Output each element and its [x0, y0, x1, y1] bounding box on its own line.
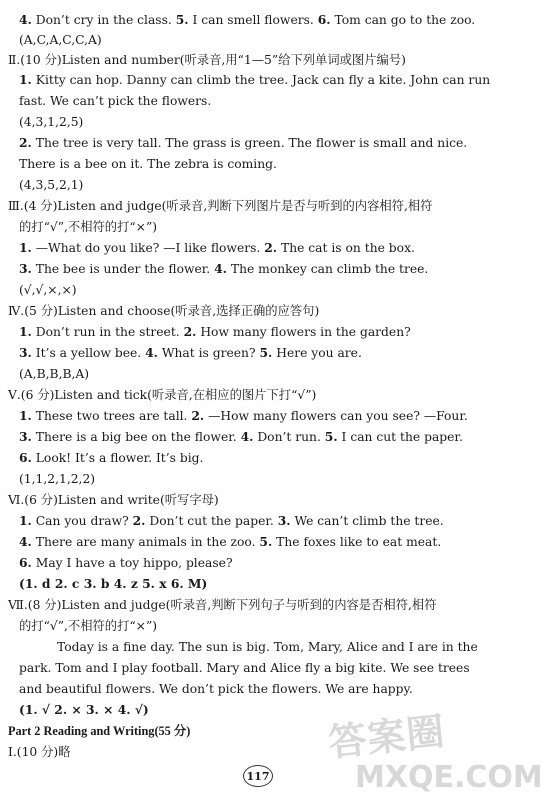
script-line: 4. There are many animals in the zoo. 5. The foxes like to eat meat.: [19, 534, 442, 549]
section-heading: Ⅴ.(6 分)Listen and tick(听录音,在相应的图片下打“√”): [8, 388, 317, 402]
section-heading: Ⅵ.(6 分)Listen and write(听写字母): [8, 493, 219, 507]
section-heading: Ⅳ.(5 分)Listen and choose(听录音,选择正确的应答句): [8, 304, 320, 318]
passage-line: park. Tom and I play football. Mary and Alice fly a big kite. We see trees: [19, 661, 470, 675]
section-heading: Ⅶ.(8 分)Listen and judge(听录音,判断下列句子与听到的内容是否相符,相符: [8, 598, 437, 612]
answer-line: (1. √ 2. × 3. × 4. √): [19, 702, 149, 717]
section-heading: Ⅰ.(10 分)略: [8, 745, 71, 759]
script-line: 1. Don’t run in the street. 2. How many flowers in the garden?: [19, 324, 411, 339]
answer-line: (A,C,A,C,C,A): [19, 33, 102, 47]
answer-line: (1. d 2. c 3. b 4. z 5. x 6. M): [19, 576, 208, 591]
script-line: 2. The tree is very tall. The grass is green. The flower is small and nice.: [19, 135, 468, 150]
page-number: 117: [243, 765, 273, 787]
watermark-url: MXQE.COM: [355, 760, 543, 795]
answer-line: (A,B,B,B,A): [19, 367, 90, 381]
section-heading-cont: 的打“√”,不相符的打“×”): [19, 619, 158, 633]
script-line: 1. Can you draw? 2. Don’t cut the paper. 3. We can’t climb the tree.: [19, 513, 444, 528]
answer-line: (√,√,×,×): [19, 283, 77, 297]
script-line: 6. Look! It’s a flower. It’s big.: [19, 450, 204, 465]
script-line: 3. The bee is under the flower. 4. The monkey can climb the tree.: [19, 261, 429, 276]
script-line: fast. We can’t pick the flowers.: [19, 94, 212, 108]
passage-line: Today is a fine day. The sun is big. Tom, Mary, Alice and I are in the: [57, 640, 478, 654]
script-line: 1. —What do you like? —I like flowers. 2. The cat is on the box.: [19, 240, 415, 255]
script-line: 3. It’s a yellow bee. 4. What is green? 5. Here you are.: [19, 345, 362, 360]
script-line: There is a bee on it. The zebra is coming.: [19, 157, 277, 171]
section-heading-cont: 的打“√”,不相符的打“×”): [19, 220, 158, 234]
line-1: 4. Don’t cry in the class. 5. I can smell flowers. 6. Tom can go to the zoo.: [19, 12, 476, 27]
answer-line: (4,3,1,2,5): [19, 115, 84, 129]
script-line: 6. May I have a toy hippo, please?: [19, 555, 233, 570]
section-heading: Ⅱ.(10 分)Listen and number(听录音,用“1—5”给下列单词或图片编号): [8, 53, 406, 67]
answer-line: (4,3,5,2,1): [19, 178, 84, 192]
answer-line: (1,1,2,1,2,2): [19, 472, 96, 486]
section-heading: Ⅲ.(4 分)Listen and judge(听录音,判断下列图片是否与听到的内容相符,相符: [8, 199, 433, 213]
watermark-logo: 答案圈: [326, 708, 448, 765]
script-line: 3. There is a big bee on the flower. 4. Don’t run. 5. I can cut the paper.: [19, 429, 463, 444]
script-line: 1. Kitty can hop. Danny can climb the tree. Jack can fly a kite. John can run: [19, 72, 491, 87]
script-line: 1. These two trees are tall. 2. —How many flowers can you see? —Four.: [19, 408, 468, 423]
passage-line: and beautiful flowers. We don’t pick the flowers. We are happy.: [19, 682, 413, 696]
part-heading: Part 2 Reading and Writing(55 分): [8, 724, 191, 738]
